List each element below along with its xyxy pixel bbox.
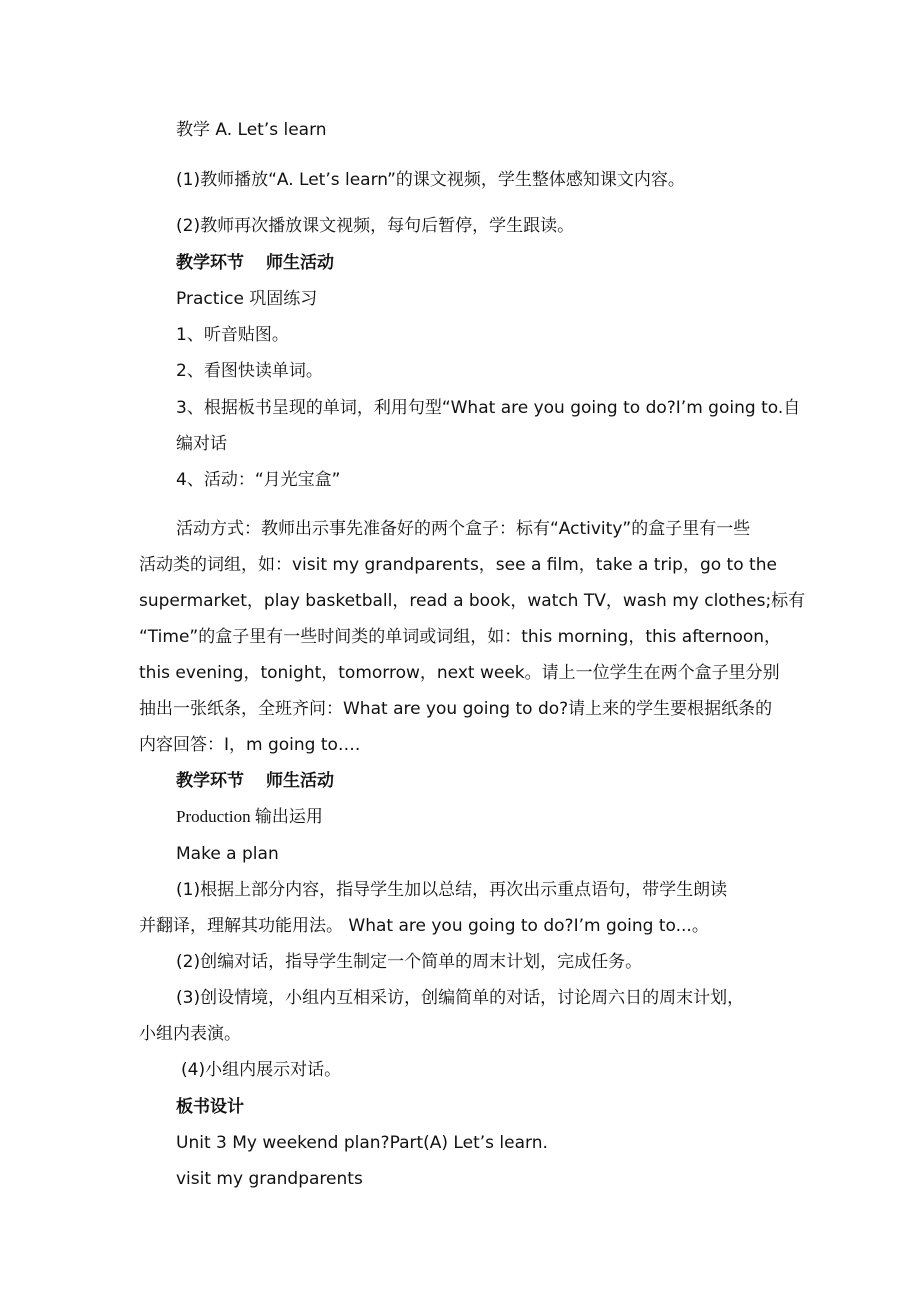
board-design-heading: 板书设计 [176,1097,244,1117]
production-step-2: (2)创编对话，指导学生制定一个简单的周末计划，完成任务。 [176,952,643,972]
practice-title: Practice 巩固练习 [176,289,318,309]
production-step-3-cont: 小组内表演。 [139,1024,241,1044]
paragraph-teach-lets-learn: 教学 A. Let’s learn [176,120,327,140]
paragraph-step-2: (2)教师再次播放课文视频，每句后暂停，学生跟读。 [176,216,575,236]
activity-paragraph-line-3: supermarket，play basketball，read a book，watch TV，wash my clothes;标有 [139,591,806,611]
paragraph-step-1: (1)教师播放“A. Let’s learn”的课文视频，学生整体感知课文内容。 [176,170,685,190]
heading-activity-label: 师生活动 [266,771,334,791]
practice-item-3: 3、根据板书呈现的单词，利用句型“What are you going to do?I’m going to.自 [176,398,801,418]
practice-item-3-cont: 编对话 [176,434,227,454]
production-title: Production 输出运用 [176,807,323,826]
heading-stage-label: 教学环节 [176,771,244,791]
heading-activity-label: 师生活动 [266,253,334,273]
make-a-plan: Make a plan [176,844,279,864]
production-step-4: (4)小组内展示对话。 [181,1060,342,1080]
activity-paragraph-line-6: 抽出一张纸条，全班齐问：What are you going to do?请上来的学生要根据纸条的 [139,699,773,719]
board-unit-title: Unit 3 My weekend plan?Part(A) Let’s learn. [176,1133,548,1153]
practice-item-4: 4、活动：“月光宝盒” [176,470,341,490]
heading-stage-label: 教学环节 [176,253,244,273]
practice-item-2: 2、看图快读单词。 [176,361,323,381]
section-heading-2 [176,769,334,793]
activity-paragraph-line-4: “Time”的盒子里有一些时间类的单词或词组，如：this morning，this afternoon， [139,627,782,647]
section-heading-1 [176,251,334,275]
activity-paragraph-line-2: 活动类的词组，如：visit my grandparents，see a film，take a trip，go to the [139,555,777,575]
activity-paragraph-line-1: 活动方式：教师出示事先准备好的两个盒子：标有“Activity”的盒子里有一些 [176,519,751,539]
board-phrase-1: visit my grandparents [176,1169,363,1189]
production-step-1-cont: 并翻译，理解其功能用法。 What are you going to do?I’m going to...。 [139,916,709,936]
activity-paragraph-line-5: this evening，tonight，tomorrow，next week。请上一位学生在两个盒子里分别 [139,663,780,683]
production-step-1: (1)根据上部分内容，指导学生加以总结，再次出示重点语句，带学生朗读 [176,880,728,900]
activity-paragraph-line-7: 内容回答：I，m going to…. [139,735,361,755]
practice-item-1: 1、听音贴图。 [176,325,289,345]
production-step-3: (3)创设情境，小组内互相采访，创编简单的对话，讨论周六日的周末计划， [176,988,745,1008]
